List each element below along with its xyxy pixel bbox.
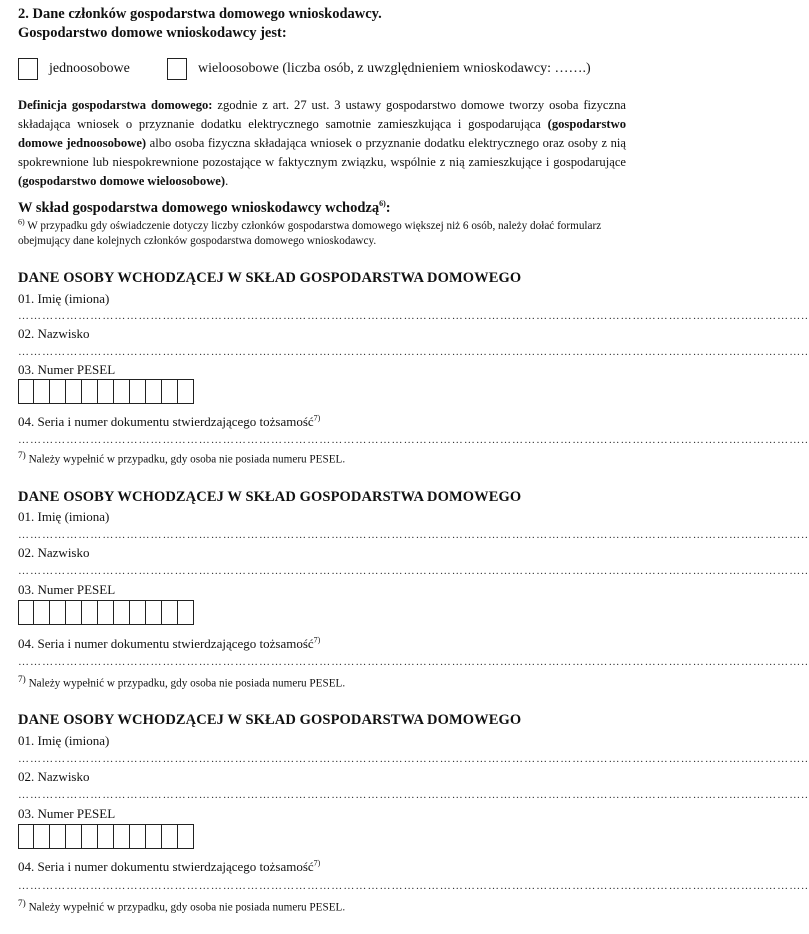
first-name-label: 01. Imię (imiona) xyxy=(18,733,110,748)
household-definition xyxy=(18,96,626,191)
pesel-digit-box[interactable] xyxy=(66,600,82,625)
pesel-label: 03. Numer PESEL xyxy=(18,582,116,597)
footnote-text: W przypadku gdy oświadczenie dotyczy liczby członków gospodarstwa domowego większej niż 6 osób, należy dołać formularz obejmujący dane kolejnych członków gospodarstwa domowego wnioskodawcy. xyxy=(18,220,602,247)
id-document-label-text: 04. Seria i numer dokumentu stwierdzającego tożsamość xyxy=(18,636,314,651)
last-name-field[interactable]: …………………………………………………………………………………………………………………………………………………………………………….. xyxy=(18,789,809,801)
first-name-field[interactable]: …………………………………………………………………………………………………………………………………………………………………………….. xyxy=(18,529,809,541)
pesel-digit-box[interactable] xyxy=(50,600,66,625)
multi-household-label: wieloosobowe (liczba osób, z uwzględnieniem wnioskodawcy: …….) xyxy=(198,61,591,76)
footnote-ref: 6) xyxy=(379,199,386,209)
person-section-title: DANE OSOBY WCHODZĄCEJ W SKŁAD GOSPODARSTWA DOMOWEGO xyxy=(18,489,522,505)
composition-heading-text: W skład gospodarstwa domowego wnioskodawcy wchodzą xyxy=(18,200,380,216)
id-document-label xyxy=(18,636,320,652)
section-subheading: Gospodarstwo domowe wnioskodawcy jest: xyxy=(18,25,287,41)
pesel-digit-box[interactable] xyxy=(34,824,50,849)
pesel-digit-box[interactable] xyxy=(18,600,34,625)
id-document-label xyxy=(18,859,320,875)
pesel-digit-box[interactable] xyxy=(146,379,162,404)
definition-multi-term: (gospodarstwo domowe wieloosobowe) xyxy=(18,174,226,188)
pesel-digit-box[interactable] xyxy=(18,824,34,849)
pesel-digit-box[interactable] xyxy=(162,824,178,849)
pesel-digit-box[interactable] xyxy=(66,379,82,404)
footnote-marker: 6) xyxy=(18,217,25,227)
pesel-digit-box[interactable] xyxy=(162,600,178,625)
last-name-label: 02. Nazwisko xyxy=(18,769,90,784)
composition-heading xyxy=(18,200,391,217)
pesel-label: 03. Numer PESEL xyxy=(18,362,116,377)
pesel-digit-box[interactable] xyxy=(146,824,162,849)
single-household-label: jednoosobowe xyxy=(49,61,130,76)
pesel-digit-box[interactable] xyxy=(178,824,194,849)
id-document-field[interactable]: …………………………………………………………………………………………………………………………………………………………………………….. xyxy=(18,434,809,446)
pesel-input xyxy=(18,824,194,849)
first-name-label: 01. Imię (imiona) xyxy=(18,509,110,524)
pesel-digit-box[interactable] xyxy=(146,600,162,625)
last-name-label: 02. Nazwisko xyxy=(18,545,90,560)
pesel-digit-box[interactable] xyxy=(98,379,114,404)
footnote-ref: 7) xyxy=(313,858,321,868)
pesel-digit-box[interactable] xyxy=(114,379,130,404)
pesel-digit-box[interactable] xyxy=(50,824,66,849)
pesel-digit-box[interactable] xyxy=(98,600,114,625)
pesel-note-text: Należy wypełnić w przypadku, gdy osoba nie posiada numeru PESEL. xyxy=(25,901,346,914)
pesel-digit-box[interactable] xyxy=(98,824,114,849)
id-document-field[interactable]: …………………………………………………………………………………………………………………………………………………………………………….. xyxy=(18,880,809,892)
pesel-digit-box[interactable] xyxy=(50,379,66,404)
person-section-title: DANE OSOBY WCHODZĄCEJ W SKŁAD GOSPODARSTWA DOMOWEGO xyxy=(18,270,522,286)
single-household-checkbox[interactable] xyxy=(18,58,38,80)
pesel-digit-box[interactable] xyxy=(130,824,146,849)
footnote-ref: 7) xyxy=(313,635,321,645)
pesel-note xyxy=(18,899,345,914)
pesel-digit-box[interactable] xyxy=(82,824,98,849)
household-type-options xyxy=(18,58,628,84)
pesel-digit-box[interactable] xyxy=(130,600,146,625)
id-document-label-text: 04. Seria i numer dokumentu stwierdzającego tożsamość xyxy=(18,859,314,874)
pesel-digit-box[interactable] xyxy=(82,600,98,625)
last-name-field[interactable]: …………………………………………………………………………………………………………………………………………………………………………….. xyxy=(18,565,809,577)
pesel-note-text: Należy wypełnić w przypadku, gdy osoba nie posiada numeru PESEL. xyxy=(25,453,346,466)
pesel-digit-box[interactable] xyxy=(130,379,146,404)
composition-heading-colon: : xyxy=(385,200,391,216)
composition-footnote xyxy=(18,219,626,249)
pesel-digit-box[interactable] xyxy=(162,379,178,404)
pesel-note xyxy=(18,675,345,690)
section-heading: 2. Dane członków gospodarstwa domowego wnioskodawcy. xyxy=(18,6,382,22)
pesel-note-text: Należy wypełnić w przypadku, gdy osoba nie posiada numeru PESEL. xyxy=(25,677,346,690)
pesel-digit-box[interactable] xyxy=(34,600,50,625)
definition-text: albo osoba fizyczna składająca wniosek o przyznanie dodatku elektrycznego oraz osoby z nią spokrewnione lub niespokrewnione pozostające w faktycznym związku, wspólnie z nią zamieszkujące i gospodarujące xyxy=(18,136,627,169)
pesel-digit-box[interactable] xyxy=(18,379,34,404)
pesel-input xyxy=(18,379,194,404)
last-name-field[interactable]: …………………………………………………………………………………………………………………………………………………………………………….. xyxy=(18,346,809,358)
pesel-note xyxy=(18,451,345,466)
multi-household-checkbox[interactable] xyxy=(167,58,187,80)
pesel-input xyxy=(18,600,194,625)
first-name-field[interactable]: …………………………………………………………………………………………………………………………………………………………………………….. xyxy=(18,753,809,765)
footnote-marker: 7) xyxy=(18,451,26,461)
footnote-marker: 7) xyxy=(18,899,26,909)
first-name-label: 01. Imię (imiona) xyxy=(18,291,110,306)
first-name-field[interactable]: …………………………………………………………………………………………………………………………………………………………………………….. xyxy=(18,310,809,322)
pesel-label: 03. Numer PESEL xyxy=(18,806,116,821)
definition-text: zgodnie z art. 27 ust. 3 ustawy gospodarstwo domowe tworzy osoba fizyczna składająca wniosek o przyznanie dodatku elektrycznego samotnie zamieszkująca i gospodarująca xyxy=(18,98,626,131)
footnote-ref: 7) xyxy=(313,413,321,423)
definition-single-term: (gospodarstwo domowe jednoosobowe) xyxy=(18,117,626,150)
last-name-label: 02. Nazwisko xyxy=(18,326,90,341)
id-document-label-text: 04. Seria i numer dokumentu stwierdzającego tożsamość xyxy=(18,414,314,429)
person-section-title: DANE OSOBY WCHODZĄCEJ W SKŁAD GOSPODARSTWA DOMOWEGO xyxy=(18,712,522,728)
pesel-digit-box[interactable] xyxy=(178,379,194,404)
pesel-digit-box[interactable] xyxy=(34,379,50,404)
definition-label: Definicja gospodarstwa domowego: xyxy=(18,98,213,112)
id-document-field[interactable]: …………………………………………………………………………………………………………………………………………………………………………….. xyxy=(18,656,809,668)
id-document-label xyxy=(18,414,320,430)
pesel-digit-box[interactable] xyxy=(114,824,130,849)
pesel-digit-box[interactable] xyxy=(66,824,82,849)
footnote-marker: 7) xyxy=(18,675,26,685)
definition-text: . xyxy=(225,174,229,188)
pesel-digit-box[interactable] xyxy=(82,379,98,404)
pesel-digit-box[interactable] xyxy=(178,600,194,625)
pesel-digit-box[interactable] xyxy=(114,600,130,625)
